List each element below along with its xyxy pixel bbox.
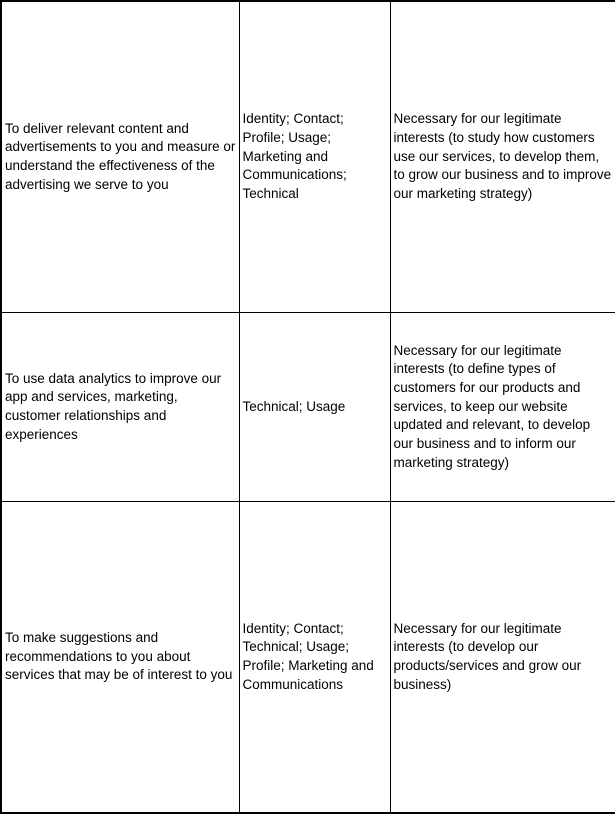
table-cell-purpose: To deliver relevant content and advertisements to you and measure or understand the effectiveness of the advertising we serve to you bbox=[1, 1, 239, 313]
table-cell-lawful-basis: Necessary for our legitimate interests (to study how customers use our services, to develop them, to grow our business and to improve our marketing strategy) bbox=[390, 1, 615, 313]
table-cell-lawful-basis: Necessary for our legitimate interests (to define types of customers for our products and services, to keep our website updated and relevant, to develop our business and to inform our marketing strategy) bbox=[390, 313, 615, 502]
table-row bbox=[1, 1, 615, 313]
table-cell-data-types: Identity; Contact; Technical; Usage; Profile; Marketing and Communications bbox=[239, 502, 390, 814]
table-row bbox=[1, 313, 615, 502]
table-cell-lawful-basis: Necessary for our legitimate interests (to develop our products/services and grow our business) bbox=[390, 502, 615, 814]
table-cell-data-types: Technical; Usage bbox=[239, 313, 390, 502]
table-row bbox=[1, 502, 615, 814]
table-cell-purpose: To use data analytics to improve our app and services, marketing, customer relationships and experiences bbox=[1, 313, 239, 502]
table-cell-purpose: To make suggestions and recommendations to you about services that may be of interest to you bbox=[1, 502, 239, 814]
table-cell-data-types: Identity; Contact; Profile; Usage; Marketing and Communications; Technical bbox=[239, 1, 390, 313]
